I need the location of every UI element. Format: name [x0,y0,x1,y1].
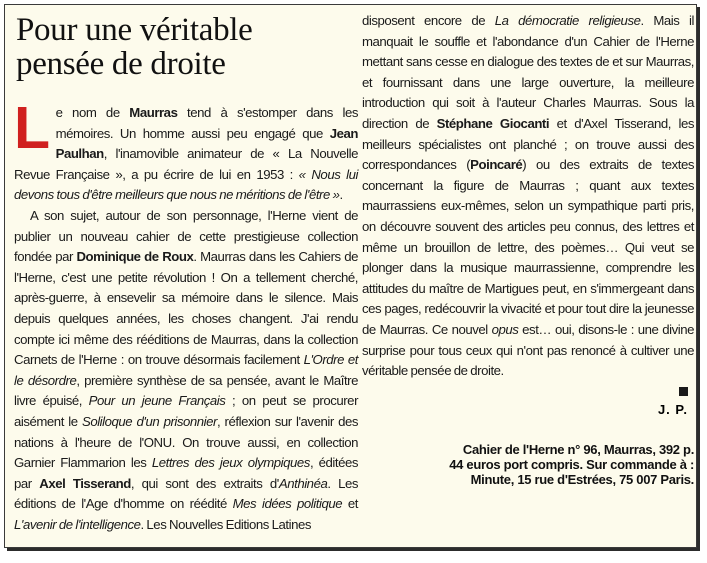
book-info-line-1: Cahier de l'Herne n° 96, Maurras, 392 p. [462,441,694,457]
p2-run: opus [491,321,519,337]
left-column [14,11,358,535]
p2-run: ) ou des extraits de textes concernant la figure de Maurras ; quant aux textes maurrassiens eux-mêmes, selon un sympathique parti pris, on découvre souvent des articles peu connus, des lettres et même un brouillon de lettre, des poèmes… Qui veut se plonger dans la musique maurrassienne, comprendre les attitudes du maître de Martigues peut, en s'immergeant dans ces pages, redécouvrir la vivacité et pour tout dire la jeunesse de Maurras. Ce nouvel [362,157,694,337]
p1-run: tend à s'estomper dans les mémoires. Un homme aussi peu engagé que [55,105,358,141]
p2-run: . Maurras dans les Cahiers de l'Herne, c'est une petite révolution ! On a tellement cherché, après-guerre, à ensevelir sa mémoire dans le silence. Mais depuis quelques années, les choses changent. J'ai rendu compte ici même des rééditions de Maurras, dans la collection Carnets de l'Herne : on trouve désormais facilement [14,249,358,368]
p1-run: . [339,187,343,203]
p2-run: , réflexion sur l'avenir des nations à l'heure de l'ONU. On trouve aussi, en collection Garnier Flammarion les [14,413,359,471]
p1-run: Jean Paulhan [55,125,358,162]
p2-run: A son sujet, autour de son personnage, l'Herne vient de publier un nouveau cahier de cette prestigieuse collection fondée par [14,207,358,265]
p2-run: et [342,496,359,512]
paragraph-1-text [14,95,358,203]
book-info [362,442,694,487]
paragraph-1 [14,95,358,206]
book-info-line-3: Minute, 15 rue d'Estrées, 75 007 Paris. [470,471,694,487]
author-signature: J. P. [657,401,688,417]
article-box [4,4,697,548]
p2-run: Pour un jeune Français [88,393,226,409]
p2-run: . Les Nouvelles Editions Latines [140,516,312,532]
p2-run: est… oui, disons-le : une divine surprise pour tous ceux qui n'ont pas renoncé à cultiver une véritable pensée de droite. [362,321,695,379]
end-of-article-square-icon [679,387,688,396]
p2-run: . Mais il manquait le souffle et l'abondance d'un Cahier de l'Herne mettant sans cesse en dialogue des textes de et sur Maurras, et fournissant dans une large ouverture, la meilleure introduction qui soit à l'auteur Charles Maurras. Sous la direction de [362,13,694,131]
p1-run: e nom de [55,105,130,120]
p2-run: Poincaré [470,157,523,173]
p2-run: , qui sont des extraits d' [130,475,279,491]
p2-run: . Les éditions de l'Age d'homme on réédité [14,475,359,512]
p1-run: , l'inamovible animateur de « La Nouvelle Revue Française », a pu écrire de lui en 1953 : [14,146,358,182]
book-info-line-2: 44 euros port compris. Sur commande à : [449,456,694,472]
right-column [362,11,694,487]
paragraph-2-continued [362,11,694,382]
p2-run: , éditées par [14,455,358,491]
p2-run: Soliloque d'un prisonnier [81,413,217,429]
p2-run: disposent encore de [362,13,495,28]
p2-run: Anthinéa [278,475,328,491]
p2-run: Axel Tisserand [39,475,131,491]
paragraph-2-start [14,206,358,536]
title-line-1: Pour une véritable [16,12,253,48]
p2-run: et d'Axel Tisserand, les meilleurs spécialistes ont planché ; on trouve aussi des correspondances ( [362,115,694,173]
p2-run: Stéphane Giocanti [436,115,550,131]
p1-run: « Nous lui devons tous d'être meilleurs que nous ne méritions de l'être » [14,166,358,203]
end-mark-line [362,382,688,400]
p2-run: ; on peut se procurer aisément le [14,393,359,429]
p2-run: L'Ordre et le désordre [14,352,358,388]
p2-run: Lettres des jeux olympiques [151,455,310,471]
p2-run: Mes idées politique [232,496,343,512]
p2-run: L'avenir de l'intelligence [14,516,141,532]
p1-run: Maurras [129,105,178,120]
p2-run: , première synthèse de sa pensée, avant le Maître livre épuisé, [14,372,358,409]
p2-run: La démocratie religieuse [494,13,641,28]
drop-cap: L [14,95,50,161]
title-line-2: pensée de droite [16,46,226,82]
article-title [16,13,358,81]
p2-run: Dominique de Roux [76,249,194,265]
